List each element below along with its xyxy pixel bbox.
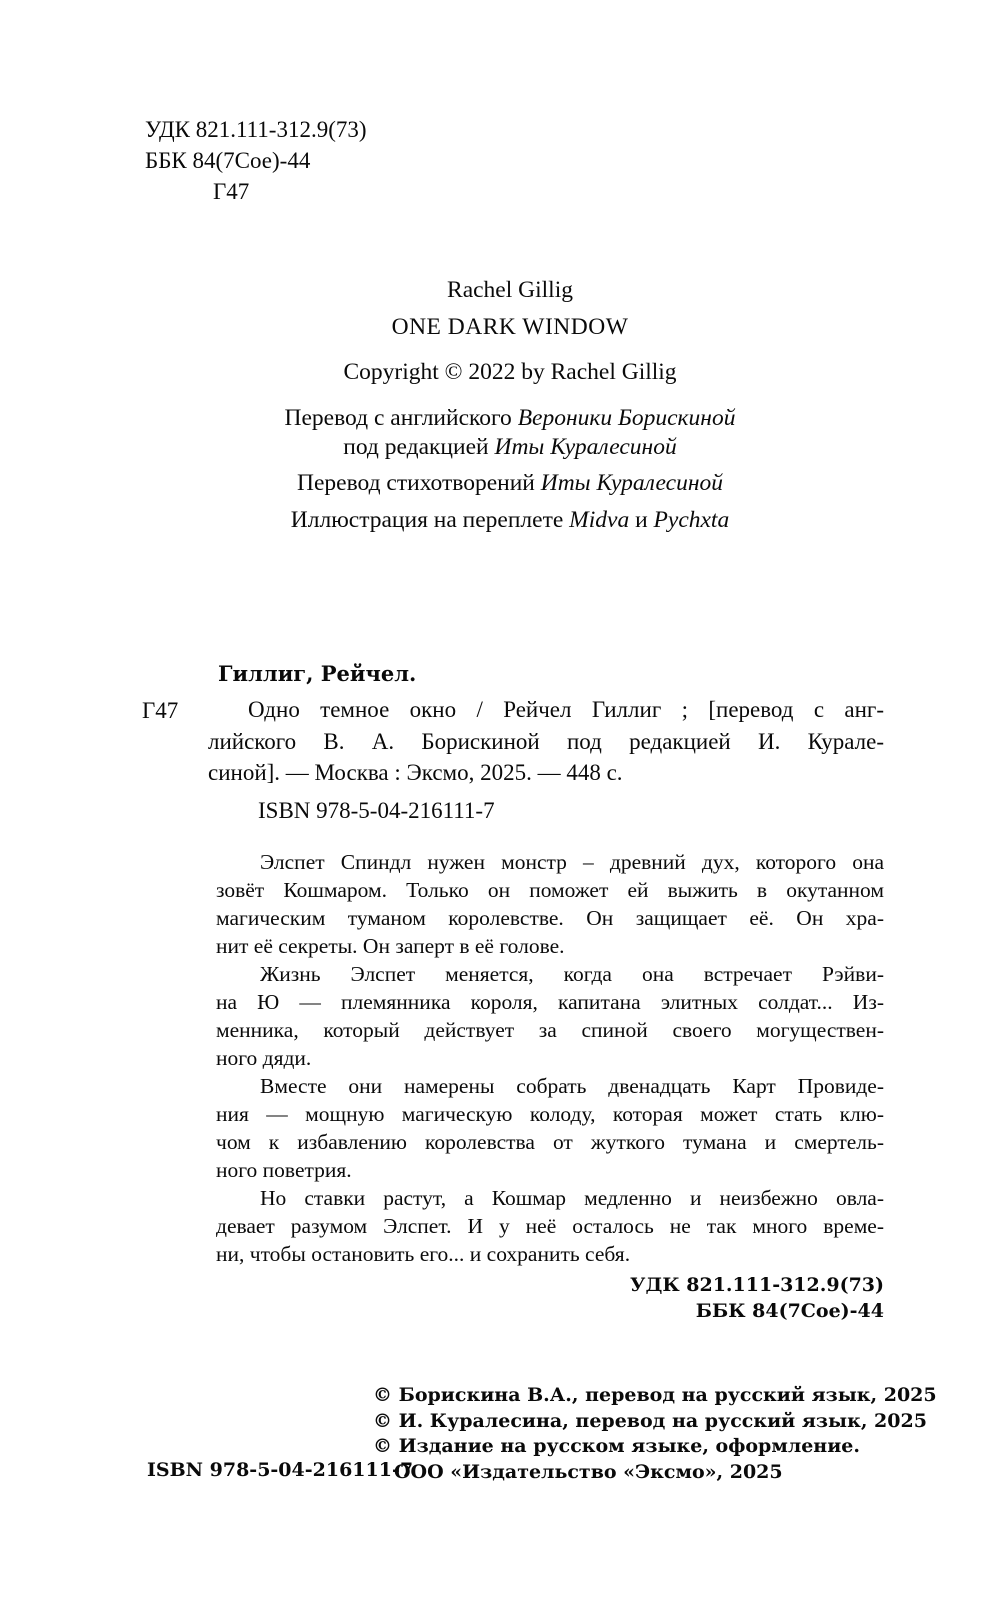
text-line: лийского В. А. Борискиной под редакцией И. Курале- <box>208 728 884 754</box>
top-classification-codes <box>145 114 367 207</box>
text-line: Одно темное окно / Рейчел Гиллиг ; [перевод с анг- <box>248 697 884 722</box>
text-segment: Иллюстрация на переплете <box>290 507 570 533</box>
bbk-code: ББК 84(7Сое)-44 <box>145 148 311 173</box>
text-line: Элспет Спиндл нужен монстр – древний дух, которого она <box>260 850 884 874</box>
imprint-isbn: ISBN 978-5-04-216111-7 <box>147 1459 414 1481</box>
cover-illustration-credit <box>10 506 1000 534</box>
annotation-paragraph <box>216 848 884 960</box>
bbk-code-footer: ББК 84(7Сое)-44 <box>695 1300 884 1322</box>
text-line: чом к избавлению королевства от жуткого тумана и смертель- <box>216 1130 884 1154</box>
imprint-copyright-block <box>373 1383 937 1485</box>
text-line: нит её секреты. Он заперт в её голове. <box>216 934 565 958</box>
text-line: синой]. — Москва : Эксмо, 2025. — 448 с. <box>208 760 623 785</box>
verse-translation-credit <box>10 469 1000 497</box>
text-segment: Перевод с английского <box>284 405 518 431</box>
text-line: ного дяди. <box>216 1046 312 1070</box>
udk-code-footer: УДК 821.111-312.9(73) <box>630 1274 884 1296</box>
original-author: Rachel Gillig <box>447 277 573 303</box>
text-segment: и <box>629 507 654 533</box>
original-copyright-line: Copyright © 2022 by Rachel Gillig <box>343 359 677 385</box>
annotation-paragraph <box>216 1072 884 1184</box>
catalog-author-heading: Гиллиг, Рейчел. <box>218 661 417 686</box>
text-line: Жизнь Элспет меняется, когда она встречает Рэйви- <box>260 962 884 986</box>
text-line: ния — мощную магическую колоду, которая может стать клю- <box>216 1102 884 1126</box>
text-line: зовёт Кошмаром. Только он поможет ей выжить в окутанном <box>216 878 884 902</box>
text-line: на Ю — племянника короля, капитана элитных солдат... Из- <box>216 990 884 1014</box>
text-line: менника, который действует за спиной своего могуществен- <box>216 1018 884 1042</box>
text-line: девает разумом Элспет. И у неё осталось не так много време- <box>216 1214 884 1238</box>
title-credits-block <box>10 276 1000 534</box>
book-annotation <box>216 848 884 1268</box>
text-line: © Издание на русском языке, оформление. <box>373 1435 861 1457</box>
text-line: Но ставки растут, а Кошмар медленно и неизбежно овла- <box>260 1186 884 1210</box>
text-segment: Перевод стихотворений <box>297 470 541 496</box>
text-line: магическим туманом королевстве. Он защищает её. Он хра- <box>216 906 884 930</box>
original-title: ONE DARK WINDOW <box>391 314 629 340</box>
text-line: Вместе они намерены собрать двенадцать Карт Провиде- <box>260 1074 884 1098</box>
catalog-author-sign-code: Г47 <box>142 698 179 723</box>
italic-text-segment: Иты Куралесиной <box>540 470 723 496</box>
text-segment: под редакцией <box>343 434 495 460</box>
classification-footer-codes <box>630 1272 884 1324</box>
text-line: © И. Куралесина, перевод на русский язык, 2025 <box>373 1409 927 1432</box>
italic-text-segment: Иты Куралесиной <box>494 434 677 460</box>
author-sign-code: Г47 <box>213 179 250 204</box>
italic-text-segment: Вероники Борискиной <box>517 405 736 431</box>
text-line: © Борискина В.А., перевод на русский язык, 2025 <box>373 1384 937 1406</box>
catalog-description <box>208 694 884 789</box>
italic-text-segment: Pychxta <box>653 507 730 533</box>
annotation-paragraph <box>216 960 884 1072</box>
italic-text-segment: Midva <box>569 507 630 533</box>
catalog-isbn: ISBN 978-5-04-216111-7 <box>258 798 495 823</box>
text-line: ни, чтобы остановить его... и сохранить себя. <box>216 1242 631 1266</box>
annotation-paragraph <box>216 1184 884 1268</box>
translation-credit-line-1 <box>10 404 1000 432</box>
udk-code: УДК 821.111-312.9(73) <box>145 117 367 142</box>
translation-credit-line-2 <box>10 433 1000 461</box>
text-line: ООО «Издательство «Эксмо», 2025 <box>394 1460 783 1483</box>
text-line: ного поветрия. <box>216 1158 352 1182</box>
